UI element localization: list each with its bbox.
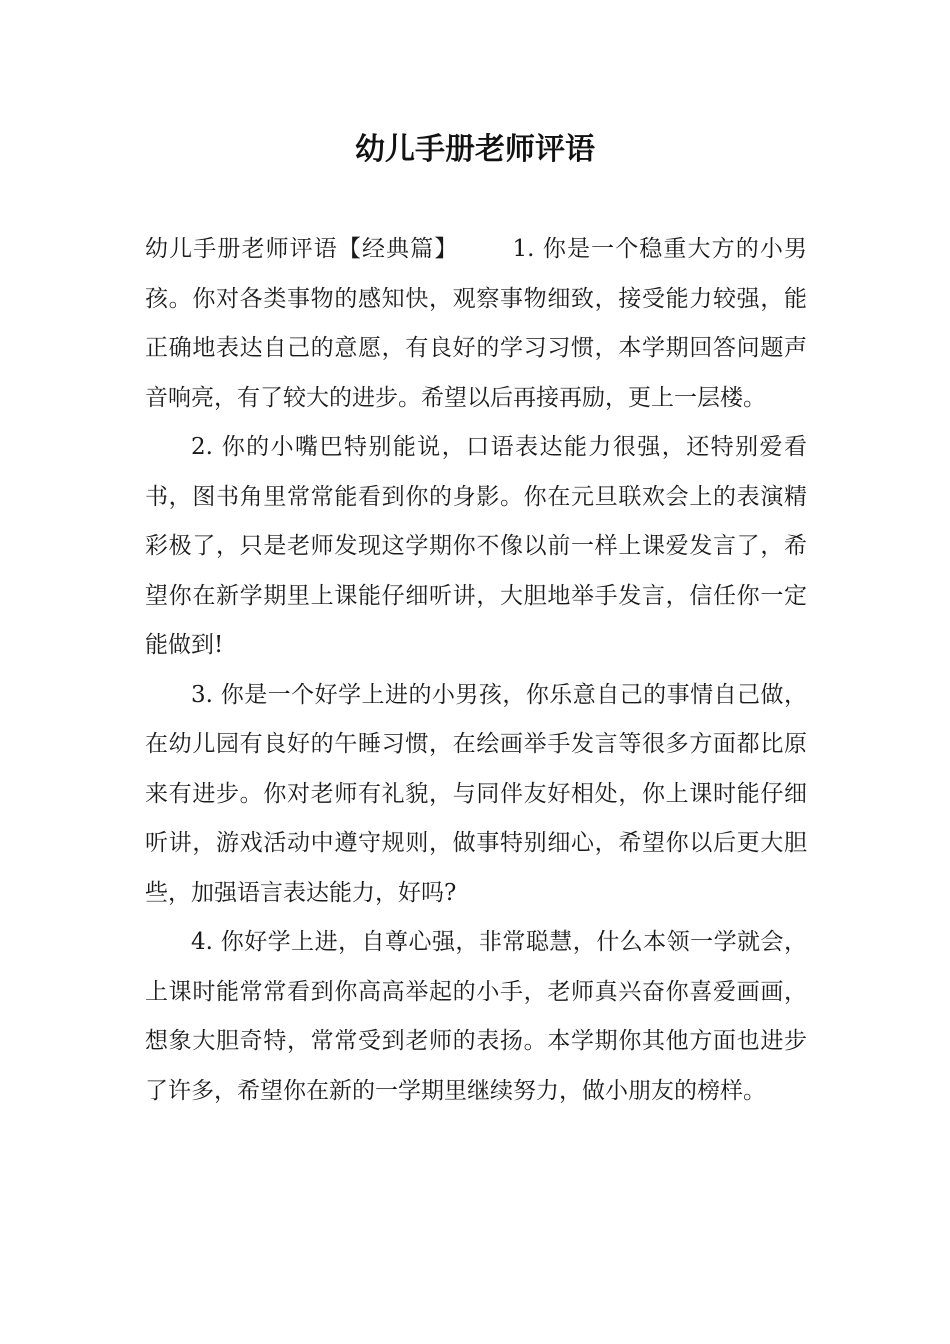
document-title: 幼儿手册老师评语 [355, 132, 595, 167]
paragraph-1 [145, 225, 807, 423]
paragraph-3: 3. 你是一个好学上进的小男孩，你乐意自己的事情自己做，在幼儿园有良好的午睡习惯，在绘画举手发言等很多方面都比原来有进步。你对老师有礼貌，与同伴友好相处，你上课时能仔细听讲，游戏活动中遵守规则，做事特别细心，希望你以后更大胆些，加强语言表达能力，好吗? [145, 681, 807, 906]
document-body [145, 225, 807, 1116]
lead-heading: 幼儿手册老师评语【经典篇】 [145, 236, 459, 262]
paragraph-1-text: 1. 你是一个稳重大方的小男孩。你对各类事物的感知快，观察事物细致，接受能力较强，能正确地表达自己的意愿，有良好的学习习惯，本学期回答问题声音响亮，有了较大的进步。希望以后再接再励，更上一层楼。 [145, 236, 807, 411]
paragraph-4: 4. 你好学上进，自尊心强，非常聪慧，什么本领一学就会，上课时能常常看到你高高举起的小手，老师真兴奋你喜爱画画，想象大胆奇特，常常受到老师的表扬。本学期你其他方面也进步了许多，希望你在新的一学期里继续努力，做小朋友的榜样。 [145, 929, 807, 1104]
paragraph-2: 2. 你的小嘴巴特别能说，口语表达能力很强，还特别爱看书，图书角里常常能看到你的身影。你在元旦联欢会上的表演精彩极了，只是老师发现这学期你不像以前一样上课爱发言了，希望你在新学期里上课能仔细听讲，大胆地举手发言，信任你一定能做到! [145, 434, 807, 658]
